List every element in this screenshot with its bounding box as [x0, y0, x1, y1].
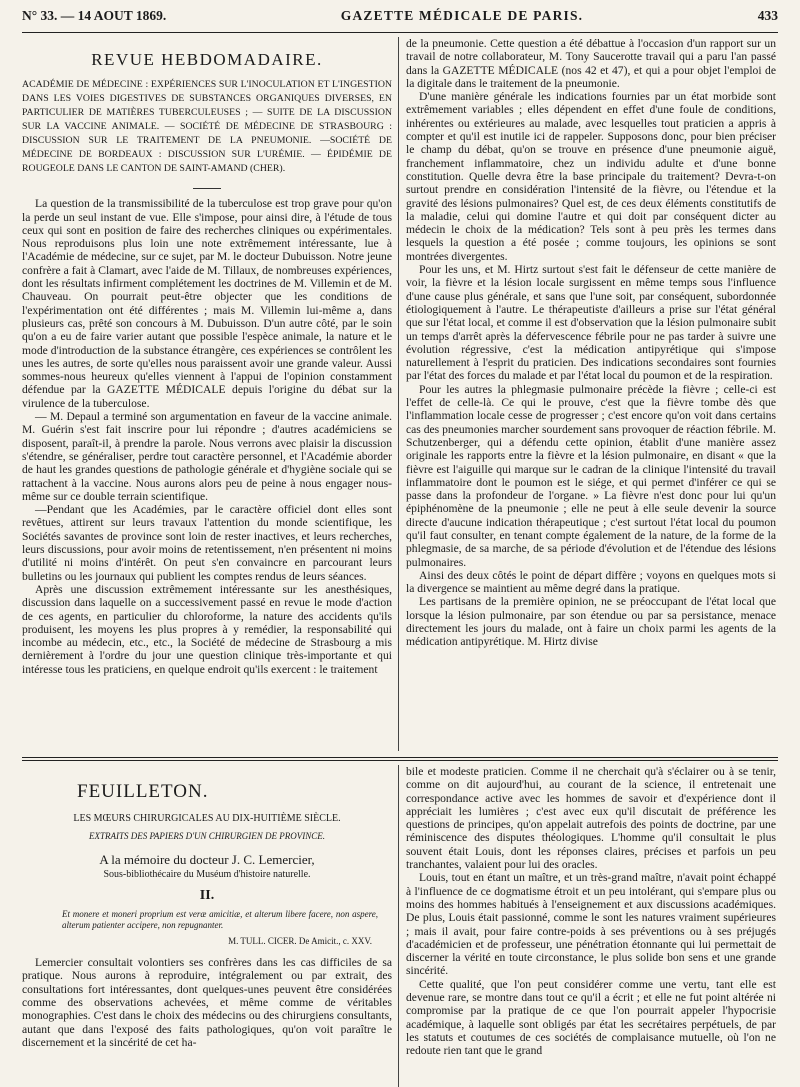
dedication-subtitle: Sous-bibliothécaire du Muséum d'histoire naturelle. — [103, 869, 311, 881]
feuilleton-right-column — [406, 765, 776, 1087]
feuilleton-subtitle: LES MŒURS CHIRURGICALES AU DIX-HUITIÈME SIÈCLE. — [73, 813, 341, 825]
epigraph: Et monere et moneri proprium est veræ amicitiæ, et alterum libere facere, non aspere, alterum patienter accipere, non repugnanter. — [62, 908, 378, 930]
revue-heading: REVUE HEBDOMADAIRE. — [91, 50, 323, 69]
feuilleton-extract: EXTRAITS DES PAPIERS D'UN CHIRURGIEN DE PROVINCE. — [89, 830, 325, 841]
feuilleton-section — [22, 761, 778, 1087]
revue-paragraph: —Pendant que les Académies, par le caractère officiel dont elles sont revêtues, attirent sur leurs travaux l'attention du monde scientifique, les Sociétés savantes de province sont loin de rester inactives, et leurs recherches, leurs discussions, pour avoir moins de retentissement, n'en présentent ni moins d'utilité ni moins d'intérêt. On peut s'en convaincre en parcourant leurs bulletins ou les journaux qui publient les comptes rendus de leurs séances. — [22, 503, 392, 583]
revue-paragraph: Pour les autres la phlegmasie pulmonaire précède la fièvre ; celle-ci est l'effet de celle-là. Ce qui le prouve, c'est que la fièvre tombe dès que l'inflammation locale cesse de progresser ; c'est encore qu'on voit dans certains cas des pneumonies marcher sourdement sans provoquer de réaction fébrile. M. Schutzenberger, qui a défendu cette opinion, établit d'une manière assez originale les rapports entre la fièvre et la lésion pulmonaire, en disant « que la fièvre est l'aiguille qui marque sur le cadran de la clinique l'intensité du travail inflammatoire dont le poumon est le siége, et qui permet d'inférer ce qui se passe dans la profondeur de l'organe. » La fièvre n'est donc pour lui qu'un épiphénomène de la pneumonie ; elle ne peut à elle seule devenir la source directe d'aucune indication thérapeutique ; c'est surtout l'état local du poumon qu'il faut consulter, en tenant compte également de la nature, de la forme de la phlegmasie, de sa marche, de sa période d'évolution et de l'étendue des lésions pulmonaires. — [406, 382, 776, 569]
feuilleton-paragraph: bile et modeste praticien. Comme il ne cherchait qu'à s'éclairer ou à se tenir, comme on dit aujourd'hui, au courant de la science, il entretenait une correspondance active avec les hommes de savoir et d'expérience dont il appréciait les lumières ; c'est avec eux qu'il discutait de préférence les questions de principes, qu'on appelait autrefois des points de doctrine, par une réminiscence des disputes théologiques. L'homme qu'il consultait le plus souvent était Louis, dont les réponses claires, précises et parfois un peu tranchantes, valaient pour lui des oracles. — [406, 765, 776, 872]
revue-paragraph: de la pneumonie. Cette question a été débattue à l'occasion d'un rapport sur un travail de notre collaborateur, M. Tony Saucerotte travail qui a paru l'an passé dans la GAZETTE MÉDICALE (nos 42 et 47), et qui a pour objet l'emploi de la digitale dans le traitement de la pneumonie. — [406, 37, 776, 90]
revue-summary: ACADÉMIE DE MÉDECINE : EXPÉRIENCES SUR L'INOCULATION ET L'INGESTION DANS LES VOIES DIGESTIVES DE SUBSTANCES ORGANIQUES DIVERSES, EN PARTICULIER DE MATIÈRES TUBERCULEUSES ; — SUITE DE LA DISCUSSION SUR LA VACCINE ANIMALE. — SOCIÉTÉ DE MÉDECINE DE STRASBOURG : DISCUSSION SUR LE TRAITEMENT DE LA PNEUMONIE. —SOCIÉTÉ DE MÉDECINE DE BORDEAUX : DISCUSSION SUR L'URÉMIE. — ÉPIDÉMIE DE ROUGEOLE DANS LE CANTON DE SAINT-AMAND (CHER). — [22, 79, 392, 175]
revue-paragraph: Après une discussion extrêmement intéressante sur les anesthésiques, discussion dans laquelle on a successivement passé en revue le mode d'action de ces agents, en particulier du chloroforme, la nature des accidents qu'ils produisent, les moyens les plus propres à y remédier, la responsabilité qui incombe au médecin, etc., etc., la Société de médecine de Strasbourg a mis dernièrement à l'ordre du jour une question clinique très-importante et qui intéresse tous les praticiens, en quelque endroit qu'ils exercent : le traitement — [22, 582, 392, 676]
column-rule — [392, 765, 406, 1087]
revue-paragraph: La question de la transmissibilité de la tuberculose est trop grave pour qu'on la perde un seul instant de vue. Elle s'impose, pour ainsi dire, à l'étude de tous ceux qui sont en position de faire des recherches cliniques ou expérimentales. Nous reproduisons plus loin une note extrêmement intéressante, lue à l'Académie de médecine, sur ce sujet, par M. le docteur Dubuisson. Notre jeune confrère a fait à Clamart, avec l'aide de M. Tillaux, de nombreuses expériences, dont les résultats infirment complétement les doctrines de M. Villemin et de M. Chauveau. On pourrait peut-être objecter que les conditions de l'expérimentation ont été différentes ; mais M. Villemin lui-même a, dans plusieurs cas, prêté son concours à M. Dubuisson. D'un autre côté, par le soin qu'on a eu de faire varier autant que possible l'espèce animale, la nature et le mode d'introduction de la substance étrangère, ces expériences se contrôlent les unes les autres, de sorte qu'elles nous paraissent avoir une grande valeur. Aussi sommes-nous heureux qu'elles viennent à l'appui de l'opinion constamment défendue par la GAZETTE MÉDICALE depuis l'origine du débat sur la virulence de la tuberculose. — [22, 197, 392, 410]
section-number: II. — [199, 888, 215, 904]
revue-section — [22, 33, 778, 751]
column-rule — [392, 37, 406, 751]
page-number: 433 — [757, 8, 778, 23]
revue-right-column — [406, 37, 776, 751]
revue-paragraph: Ainsi des deux côtés le point de départ diffère ; voyons en quelques mots si la divergence se maintient au même degré dans la pratique. — [406, 568, 776, 596]
revue-paragraph: D'une manière générale les indications fournies par un état morbide sont extrêmement variables ; elles dépendent en effet d'une foule de conditions, inhérentes ou extérieures au malade, avec lesquelles tout praticien a appris à compter et qu'il est inutile ici de rappeler. Supposons donc, pour bien préciser le champ du débat, qu'on se trouve en présence d'une pneumonie aiguë, franchement inflammatoire, chez un individu adulte et d'une bonne constitution. Quelle devra être la base principale du traitement? Devra-t-on surtout prendre en considération l'intensité de la fièvre, ou l'étendue et la gravité des lésions pulmonaires? Quel est, de ces deux éléments constitutifs de la maladie, celui qui domine l'autre et qui doit par conséquent dicter au médecin le choix de la médication? Tels sont à peu près les termes dans lesquels la question a été posée ; comme toujours, les opinions se sont montrées divergentes. — [406, 90, 776, 263]
revue-paragraph: — M. Depaul a terminé son argumentation en faveur de la vaccine animale. M. Guérin s'est fait inscrire pour lui répondre ; d'autres académiciens se disposent, paraît-il, à prendre la parole. Nous verrons avec plaisir la discussion s'étendre, se généraliser, perdre tout caractère personnel, et l'Académie aborder de haut les grandes questions de pathologie générale et d'hygiène sociale qui se rattachent à la vaccine. Nous aurons alors peu de peine à nous engager nous-même sur ce double terrain scientifique. — [22, 410, 392, 503]
revue-paragraph: Les partisans de la première opinion, ne se préoccupant de l'état local que lorsque la lésion pulmonaire, par son étendue ou par sa persistance, menace directement les jours du malade, ont à faire un choix parmi les agents de la médication antipyrétique. M. Hirtz divise — [406, 595, 776, 649]
revue-left-column — [22, 37, 392, 751]
feuilleton-paragraph: Cette qualité, que l'on peut considérer comme une vertu, tant elle est devenue rare, se montre dans tout ce qu'il a écrit ; et elle ne fut point altérée ni compromise par la pratique de ce que l'on pourrait appeler l'hypocrisie académique, à laquelle sont obligés par état les secrétaires perpétuels, de par les statuts et coutumes de ces sociétés de complaisance mutuelle, où l'on ne redoute rien tant que le grand — [406, 977, 776, 1058]
page-header — [22, 8, 778, 33]
epigraph-reference: M. TULL. CICER. De Amicit., c. XXV. — [228, 935, 372, 946]
feuilleton-heading: FEUILLETON. — [77, 781, 209, 802]
feuilleton-paragraph: Louis, tout en étant un maître, et un très-grand maître, n'avait point échappé à l'influence de ce dogmatisme étroit et un peu intolérant, qui s'empare plus ou moins des hommes habitués à l'enseignement et aux discussions académiques. De plus, Louis était passionné, comme le sont les natures vraiment supérieures ; mais il avait, pour faire contre-poids à ses préventions ou à ses préjugés d'académicien et de professeur, une pénétration étonnante qui lui permettait de discerner la vérité en toute circonstance, le plus solide bon sens et une grande sincérité. — [406, 871, 776, 978]
revue-paragraph: Pour les uns, et M. Hirtz surtout s'est fait le défenseur de cette manière de voir, la fièvre et la lésion locale surgissent en même temps sous l'influence d'une cause plus générale, et sans que l'une soit, par conséquent, subordonnée étiologiquement à l'autre. Le thérapeutiste d'ailleurs a prise sur l'état général que sur l'état local, et comme il est d'observation que la lésion pulmonaire subit un temps d'arrêt après la défervescence fébrile pour ne pas tarder à suivre une évolution régressive, c'est la médication antipyrétique qui s'impose naturellement à l'esprit du praticien. Des indications secondaires sont fournies par l'état des forces du malade et par l'état local du poumon et de la respiration. — [406, 263, 776, 383]
feuilleton-paragraph: Lemercier consultait volontiers ses confrères dans les cas difficiles de sa pratique. Nous aurons à reproduire, intégralement ou par extrait, des consultations fort intéressantes, dont quelques-unes peuvent être considérées comme des observations achevées, et même comme de véritables monographies. C'est dans le choix des médecins ou des chirurgiens consultants, autant que dans l'exposé des faits pathologiques, qu'on voit paraître le discernement et la sincérité de cet ha- — [22, 956, 392, 1049]
journal-title: GAZETTE MÉDICALE DE PARIS. — [340, 8, 584, 23]
dedication: A la mémoire du docteur J. C. Lemercier, — [99, 851, 315, 867]
issue-date: N° 33. — 14 AOUT 1869. — [22, 8, 167, 23]
feuilleton-left-column — [22, 765, 392, 1087]
divider — [193, 188, 221, 189]
